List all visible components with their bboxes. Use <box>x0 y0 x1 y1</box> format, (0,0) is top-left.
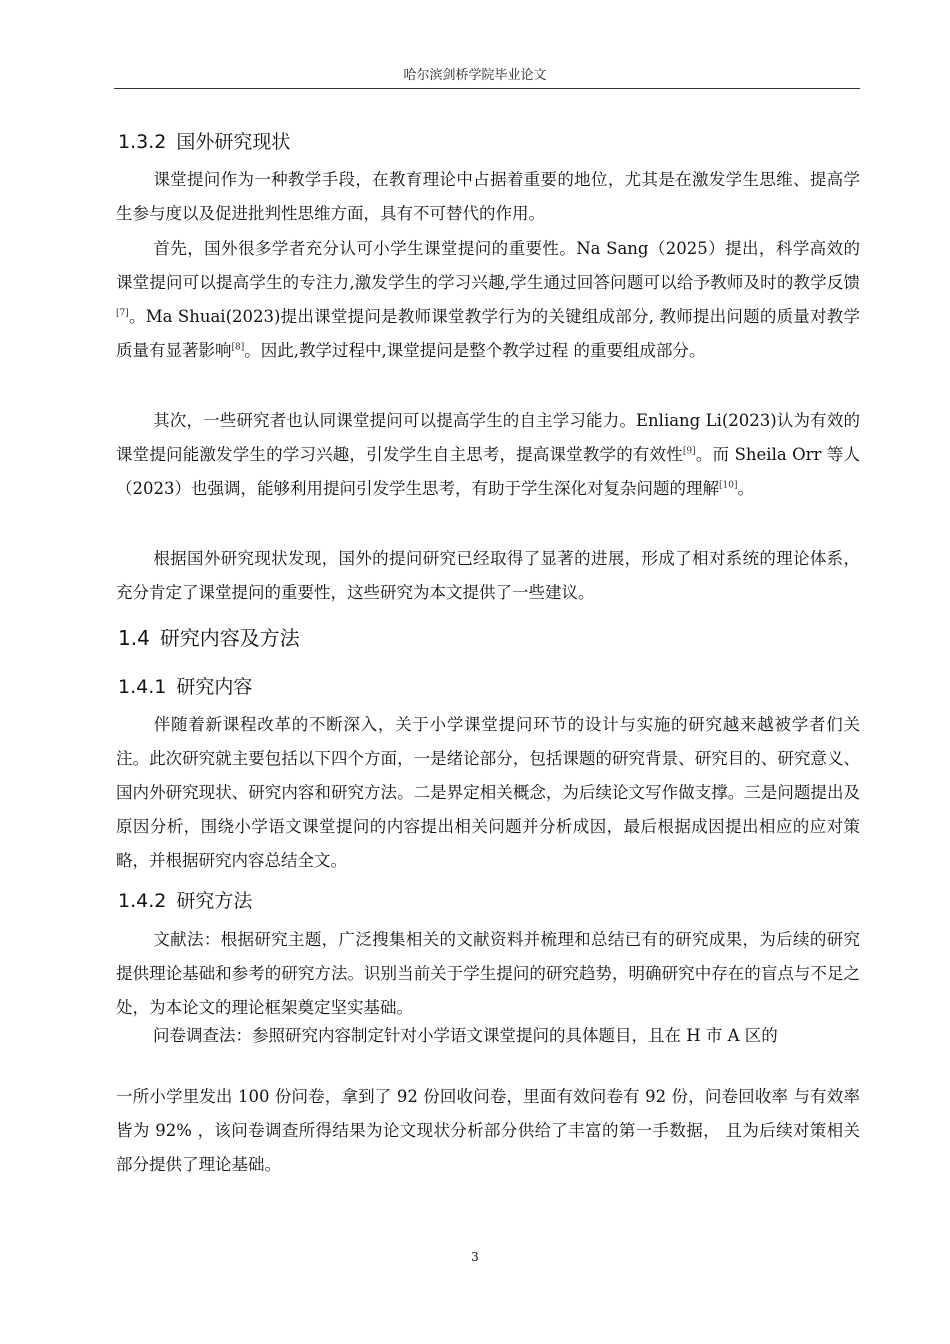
paragraph-text: 首先，国外很多学者充分认可小学生课堂提问的重要性。Na Sang（2025）提出，科学高效的课堂提问可以提高学生的专注力,激发学生的学习兴趣,学生通过回答问题可以给予教师及时的教学反馈 <box>116 239 860 292</box>
section-number: 1.3.2 <box>118 131 167 153</box>
section-heading-1-4 <box>118 622 300 651</box>
paragraph-text: 。因此,教学过程中,课堂提问是整个教学过程 的重要组成部分。 <box>244 341 706 360</box>
header-rule <box>114 88 860 89</box>
paragraph-text: 。Ma Shuai(2023)提出课堂提问是教师课堂教学行为的关键组成部分, 教师提出问题的质量对教学质量有显著影响 <box>116 307 860 360</box>
paragraph-text: 其次，一些研究者也认同课堂提问可以提高学生的自主学习能力。Enliang Li(2023)认为有效的课堂提问能激发学生的学习兴趣，引发学生自主思考，提高课堂教学的有效性 <box>116 411 860 464</box>
paragraph-3 <box>116 404 860 506</box>
section-heading-1-4-2 <box>118 886 252 913</box>
section-title: 研究方法 <box>176 890 253 912</box>
paragraph-1 <box>116 163 860 231</box>
paragraph-text: 伴随着新课程改革的不断深入，关于小学课堂提问环节的设计与实施的研究越来越被学者们关注。此次研究就主要包括以下四个方面，一是绪论部分，包括课题的研究背景、研究目的、研究意义、国内外研究现状、研究内容和研究方法。二是界定相关概念，为后续论文写作做支撑。三是问题提出及原因分析，围绕小学语文课堂提问的内容提出相关问题并分析成因，最后根据成因提出相应的应对策略，并根据研究内容总结全文。 <box>116 715 860 870</box>
paragraph-7: 一所小学里发出 100 份问卷，拿到了 92 份回收问卷，里面有效问卷有 92 份，问卷回收率 与有效率皆为 92% ，该问卷调查所得结果为论文现状分析部分供给了丰富的第一手数据， 且为后续对策相关部分提供了理论基础。 <box>116 1087 860 1174</box>
section-number: 1.4 <box>118 626 150 650</box>
section-title: 研究内容 <box>176 676 253 698</box>
citation-9: [9] <box>682 446 696 457</box>
page-number: 3 <box>471 1250 479 1264</box>
section-number: 1.4.1 <box>118 676 167 698</box>
section-title: 国外研究现状 <box>176 131 291 153</box>
citation-8: [8] <box>231 342 245 353</box>
paragraph-5 <box>116 708 860 878</box>
running-header: 哈尔滨剑桥学院毕业论文 <box>403 68 547 83</box>
citation-7: [7] <box>116 308 129 319</box>
paragraph-text: 课堂提问作为一种教学手段，在教育理论中占据着重要的地位，尤其是在激发学生思维、提高学生参与度以及促进批判性思维方面，具有不可替代的作用。 <box>116 170 860 223</box>
section-number: 1.4.2 <box>118 890 167 912</box>
paragraph-2 <box>116 232 860 368</box>
paragraph-7-first-line: 问卷调查法：参照研究内容制定针对小学语文课堂提问的具体题目，且在 H 市 A 区的 <box>153 1026 778 1045</box>
paragraph-4 <box>116 542 860 610</box>
section-title: 研究内容及方法 <box>159 626 300 650</box>
paragraph-text: 根据国外研究现状发现，国外的提问研究已经取得了显著的进展，形成了相对系统的理论体系，充分肯定了课堂提问的重要性，这些研究为本文提供了一些建议。 <box>116 549 860 602</box>
paragraph-6 <box>116 923 860 1025</box>
paragraph-text: 文献法：根据研究主题，广泛搜集相关的文献资料并梳理和总结已有的研究成果，为后续的研究提供理论基础和参考的研究方法。识别当前关于学生提问的研究趋势，明确研究中存在的盲点与不足之处，为本论文的理论框架奠定坚实基础。 <box>116 930 860 1017</box>
paragraph-text: 。 <box>737 479 754 498</box>
paragraph-text: 。而 Sheila Orr 等人（2023）也强调，能够利用提问引发学生思考，有助于学生深化对复杂问题的理解 <box>116 445 861 498</box>
section-heading-1-4-1 <box>118 672 252 699</box>
section-heading-1-3-2 <box>118 127 290 154</box>
citation-10: [10] <box>719 480 738 491</box>
